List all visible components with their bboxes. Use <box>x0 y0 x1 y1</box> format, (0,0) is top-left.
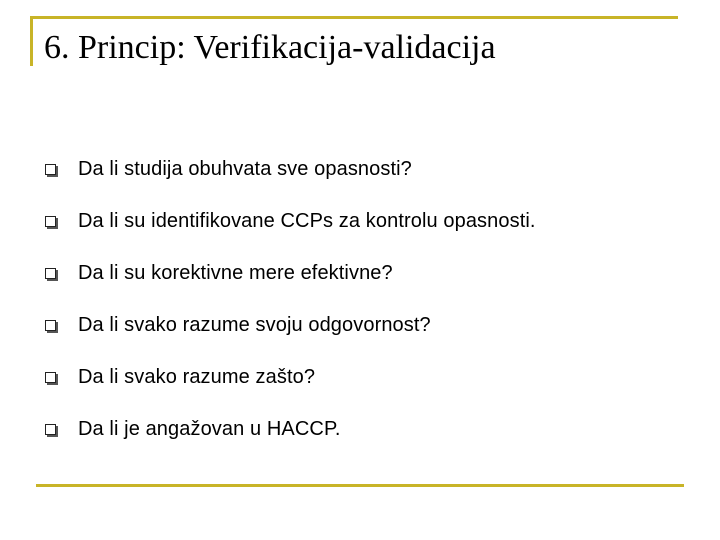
bullet-list <box>44 143 536 455</box>
bullet-text: Da li su identifikovane CCPs za kontrolu opasnosti. <box>78 209 536 232</box>
list-item <box>44 195 536 247</box>
bottom-rule <box>36 484 684 487</box>
list-item <box>44 299 536 351</box>
square-bullet-icon <box>45 164 56 175</box>
square-bullet-icon <box>45 424 56 435</box>
square-bullet-icon <box>45 268 56 279</box>
slide-title: 6. Princip: Verifikacija-validacija <box>44 29 496 66</box>
list-item <box>44 247 536 299</box>
bullet-text: Da li je angažovan u HACCP. <box>78 417 341 440</box>
bullet-text: Da li svako razume zašto? <box>78 365 316 388</box>
square-bullet-icon <box>45 372 56 383</box>
square-bullet-icon <box>45 320 56 331</box>
top-rule <box>30 16 678 19</box>
list-item <box>44 351 536 403</box>
bullet-text: Da li studija obuhvata sve opasnosti? <box>78 157 412 180</box>
bullet-text: Da li svako razume svoju odgovornost? <box>78 313 431 336</box>
left-rule <box>30 16 33 66</box>
list-item <box>44 403 536 455</box>
bullet-text: Da li su korektivne mere efektivne? <box>78 261 393 284</box>
square-bullet-icon <box>45 216 56 227</box>
list-item <box>44 143 536 195</box>
